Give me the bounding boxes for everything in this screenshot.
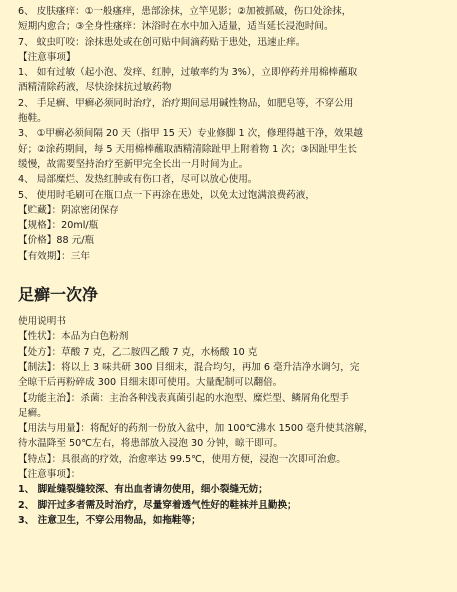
product-title: 足癣一次净 [18,285,99,305]
price-info: 【价格】88 元/瓶 [18,235,95,247]
text-line: 1、 脚趾缝裂缝较深、有出血者请勿使用，细小裂缝无妨； [18,484,268,496]
text-line: 拖鞋。 [18,113,47,125]
storage-info: 【贮藏】：阴凉密闭保存 [18,204,119,216]
section-product [18,314,445,528]
text-line: 使用说明书 [18,316,66,328]
text-line: 【特点】：具很高的疗效，治愈率达 99.5℃，使用方便，浸泡一次即可治愈。 [18,453,346,465]
text-line: 【性状】：本品为白色粉剂 [18,331,129,343]
text-line: 2、 脚汗过多者需及时治疗，尽量穿着透气性好的鞋袜并且勤换； [18,499,297,511]
text-line: 短期内愈合；③全身性瘙痒：沐浴时在水中加入适量，适当延长浸泡时间。 [18,21,334,33]
text-line: 4、 局部糜烂、发热红肿或有伤口者，尽可以放心使用。 [18,174,258,186]
text-line: 好；②涂药期间，每 5 天用棉棒蘸取酒精清除趾甲上附着物 1 次；③因趾甲生长 [18,143,358,155]
section-instructions [18,4,445,264]
spec-info: 【规格】：20ml/瓶 [18,220,99,232]
notice-heading: 【注意事项】： [18,469,81,481]
text-line: 7、 蚊虫叮咬：涂抹患处或在创可贴中间滴药贴于患处，迅速止痒。 [18,36,306,48]
text-line: 缓慢，故需要坚持治疗至新甲完全长出一月时间为止。 [18,158,249,170]
text-line: 【用法与用量】：将配好的药剂一份放入盆中，加 100℃沸水 1500 毫升使其溶解， [18,423,374,435]
text-line: 待水温降至 50℃左右，将患部放入浸泡 30 分钟，晾干即可。 [18,438,283,450]
text-line: 【处方】：草酸 7 克，乙二胺四乙酸 7 克，水杨酸 10 克 [18,346,258,358]
text-line: 【制法】：将以上 3 味共研 300 目细末，混合均匀，再加 6 毫升洁净水调匀，完 [18,361,360,373]
text-line: 6、 皮肤瘙痒：①一般瘙痒，患部涂抹，立竿见影；②加被抓破，伤口处涂抹， [18,6,352,17]
expiry-info: 【有效期】：三年 [18,250,90,262]
text-line: 3、 注意卫生，不穿公用物品，如拖鞋等； [18,514,201,526]
text-line: 全晾干后再粉碎成 300 目细末即可使用。大量配制可以翻倍。 [18,377,283,389]
text-line: 足癣。 [18,407,47,419]
text-line: 2、 手足癣、甲癣必须同时治疗，治疗期间忌用碱性物品，如肥皂等，不穿公用 [18,97,354,109]
text-line: 5、 使用时毛刷可在瓶口点一下再涂在患处，以免太过饱满浪费药液， [18,189,315,201]
text-line: 3、 ①甲癣必须间隔 20 天（指甲 15 天）专业修脚 1 次，修理得越干净，效果越 [18,128,363,140]
text-line: 酒精清除药液，尽快涂抹抗过敏药物 [18,82,172,94]
text-line: 1、 如有过敏（起小泡、发痒、红肿，过敏率约为 3%），立即停药并用棉棒蘸取 [18,67,358,79]
text-line: 【功能主治】：杀菌：主治各种浅表真菌引起的水泡型、糜烂型、鳞屑角化型手 [18,392,349,404]
section-gap [18,264,445,280]
notice-heading: 【注意事项】 [18,51,76,63]
